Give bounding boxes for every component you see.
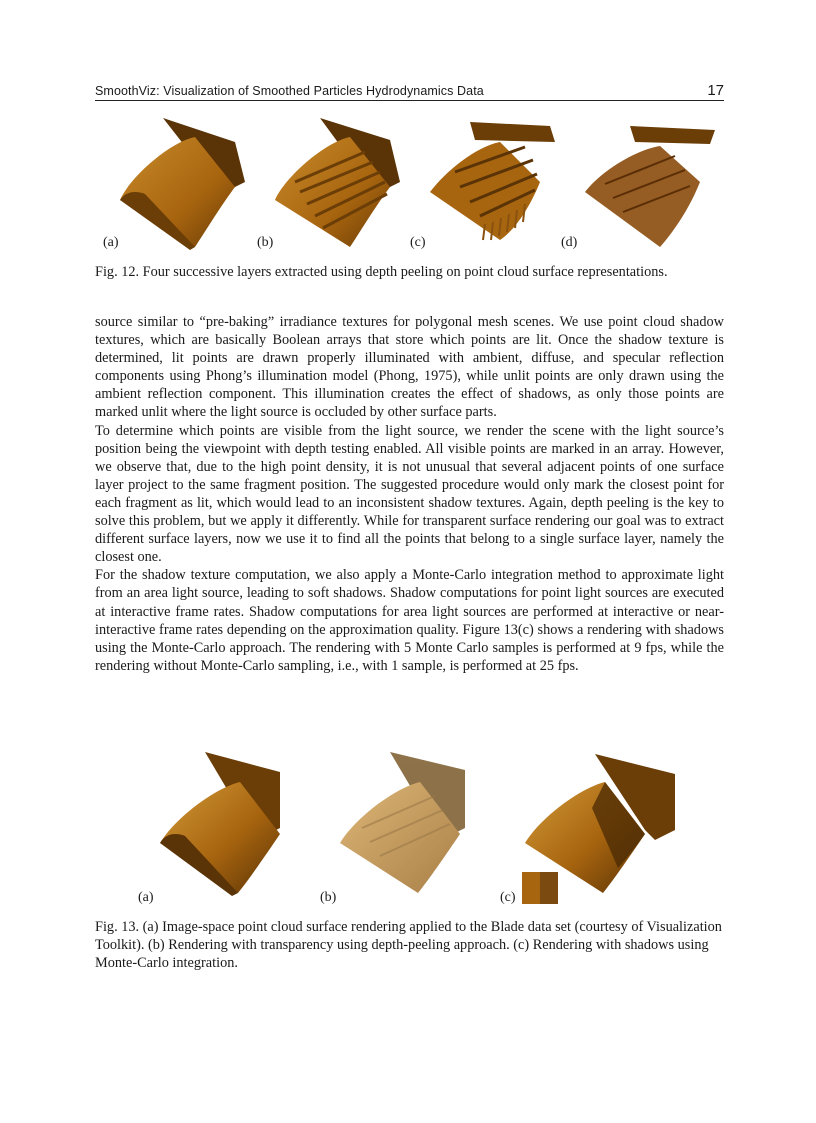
paragraph: source similar to “pre-baking” irradiance textures for polygonal mesh scenes. We use point cloud shadow textures, which are basically Boolean arrays that store which points are lit. Once the shadow texture is determined, lit points are drawn properly illuminated with ambient, diffuse, and specular reflection components using Phong’s illumination model (Phong, 1975), while unlit points are only drawn using the ambient reflection component. This illumination creates the effect of shadows, as only those points are marked unlit where the light source is occluded by other surface parts.: [95, 314, 724, 421]
paragraph: For the shadow texture computation, we also apply a Monte-Carlo integration method to approximate light from an area light source, leading to soft shadows. Shadow computations for point light sources are executed at interactive frame rates. Shadow computations for area light sources are performed at interactive or near-interactive frame rates depending on the approximation quality. Figure 13(c) shows a rendering with shadows using the Monte-Carlo approach. The rendering with 5 Monte Carlo samples is performed at 9 fps, while the rendering without Monte-Carlo sampling, i.e., with 1 sample, is performed at 25 fps.: [95, 567, 724, 674]
figure-13-label-a: (a): [138, 890, 154, 905]
figure-12: [95, 112, 724, 262]
blade-render-d: [585, 126, 715, 247]
figure-13-images: [130, 748, 690, 908]
page-number: 17: [707, 82, 724, 99]
running-title: SmoothViz: Visualization of Smoothed Particles Hydrodynamics Data: [95, 84, 484, 98]
body-text: [95, 313, 724, 675]
figure-12-caption: Fig. 12. Four successive layers extracted using depth peeling on point cloud surface representations.: [95, 264, 668, 280]
blade-render-13b: [340, 752, 465, 893]
figure-13-caption: Fig. 13. (a) Image-space point cloud surface rendering applied to the Blade data set (courtesy of Visualization Toolkit). (b) Rendering with transparency using depth-peeling approach. (c) Rendering with shadows using Monte-Carlo integration.: [95, 919, 722, 971]
blade-render-13c: [522, 754, 675, 904]
blade-render-a: [120, 118, 245, 250]
figure-12-label-d: (d): [561, 235, 578, 250]
figure-12-label-c: (c): [410, 235, 426, 250]
figure-13-label-c: (c): [500, 890, 516, 905]
figure-13-label-b: (b): [320, 890, 337, 905]
blade-render-b: [275, 118, 400, 247]
paragraph: To determine which points are visible from the light source, we render the scene with the light source’s position being the viewpoint with depth testing enabled. All visible points are marked in an array. However, we observe that, due to the high point density, it is not unusual that several adjacent points of one surface layer project to the same fragment position. The suggested procedure would only mark the closest point for each fragment as lit, which would lead to an inconsistent shadow textures. Again, depth peeling is the key to solve this problem, but we apply it differently. While for transparent surface rendering our goal was to extract different surface layers, now we use it to find all the points that belong to a single surface layer, namely the closest one.: [95, 422, 724, 566]
blade-render-13a: [160, 752, 280, 896]
blade-render-c: [430, 122, 555, 240]
figure-13: [130, 748, 690, 908]
figure-12-label-a: (a): [103, 235, 119, 250]
running-header: [95, 80, 724, 101]
figure-12-label-b: (b): [257, 235, 274, 250]
